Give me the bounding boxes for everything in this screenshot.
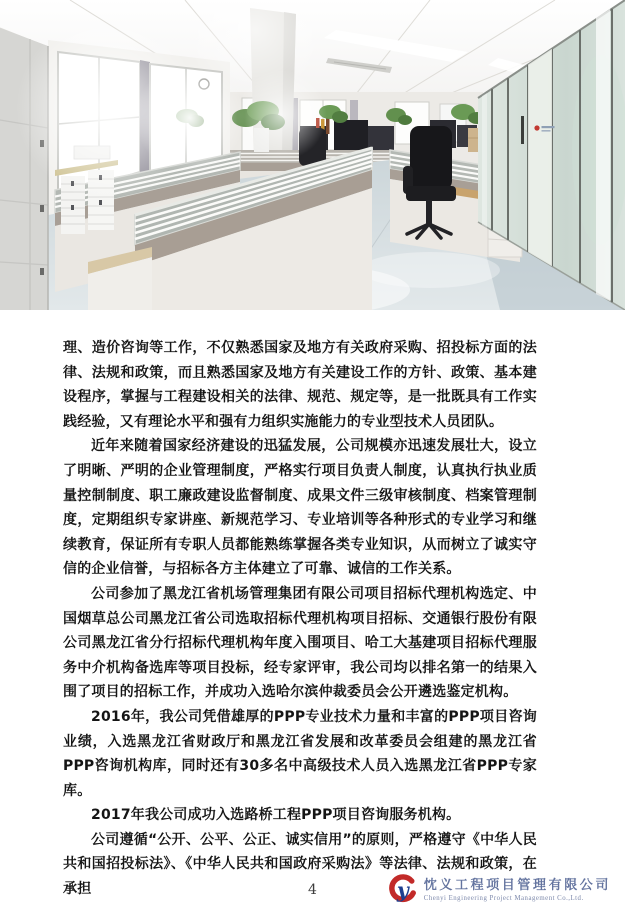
office-photo-svg: [0, 0, 625, 310]
body-paragraph: 近年来随着国家经济建设的迅猛发展，公司规模亦迅速发展壮大，设立了明晰、严明的企业管理制度，严格实行项目负责人制度，认真执行执业质量控制制度、职工廉政建设监督制度、成果文件三级审核制度、档案管理制度，定期组织专家讲座、新规范学习、专业培训等各种形式的专业学习和继续教育，保证所有专职人员都能熟练掌握各类专业知识，从而树立了诚实守信的企业信誉，与招标各方主体建立了可靠、诚信的工作关系。: [63, 438, 537, 578]
company-name-en: Chenyi Engineering Project Management Co.,Ltd.: [423, 895, 584, 902]
company-logo-icon: [385, 873, 419, 907]
body-paragraph: 公司参加了黑龙江省机场管理集团有限公司项目招标代理机构选定、中国烟草总公司黑龙江省公司选取招标代理机构项目招标、交通银行股份有限公司黑龙江省分行招标代理机构年度入围项目、哈工大基建项目招标代理服务中介机构备选库等项目投标，经专家评审，我公司均以排名第一的结果入围了项目的招标工作，并成功入选哈尔滨仲裁委员会公开遴选鉴定机构。: [63, 585, 537, 701]
body-paragraph: 2016年，我公司凭借雄厚的PPP专业技术力量和丰富的PPP项目咨询业绩，入选黑龙江省财政厅和黑龙江省发展和改革委员会组建的黑龙江省PPP咨询机构库，同时还有30多名中高级技术人员入选黑龙江省PPP专家库。: [63, 708, 537, 799]
company-name-cn: 忱义工程项目管理有限公司: [423, 878, 611, 893]
body-paragraph: 理、造价咨询等工作，不仅熟悉国家及地方有关政府采购、招投标方面的法律、法规和政策，而且熟悉国家及地方有关建设工作的方针、政策、基本建设程序，掌握与工程建设相关的法律、规范、规定等，是一批既具有工作实践经验，又有理论水平和强有力组织实施能力的专业型技术人员团队。: [63, 340, 537, 430]
body-paragraph: 公司遵循“公开、公平、公正、诚实信用”的原则，严格遵守《中华人民共和国招投标法》、《中华人民共和国政府采购法》等法律、法规和政策，在承担: [63, 831, 537, 898]
page-number: 4: [308, 882, 317, 898]
body-text-block: [63, 336, 537, 902]
company-logo: [385, 873, 611, 907]
office-photo-image: [0, 0, 625, 310]
body-paragraph: 2017年我公司成功入选路桥工程PPP项目咨询服务机构。: [91, 807, 461, 824]
svg-text:y: y: [396, 877, 409, 902]
door-handle: [521, 116, 524, 144]
